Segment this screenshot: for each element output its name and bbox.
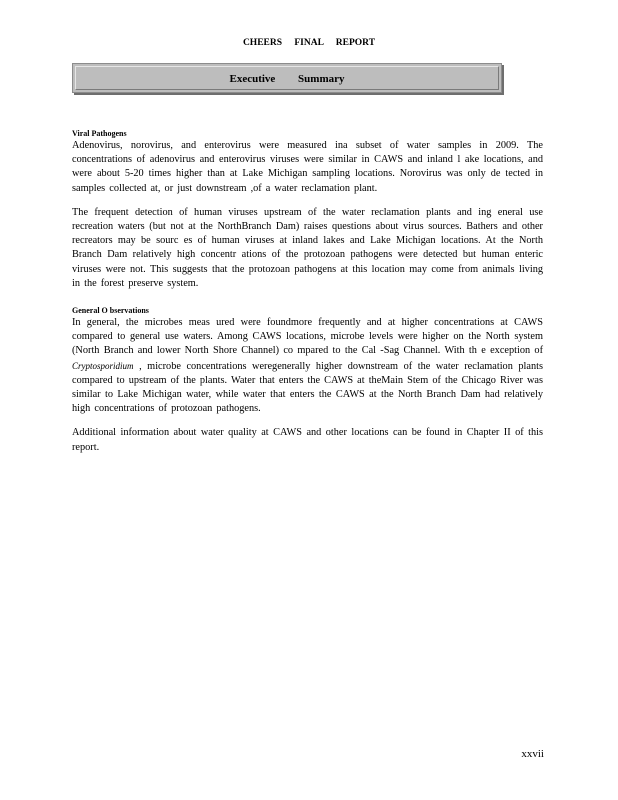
paragraph-viral-1: Adenovirus, norovirus, and enterovirus were measured ina subset of water samples in 2009. The concentrations of adenovirus and enterovirus viruses were similar in CAWS and inland l ake locations, and were about 5-20 times higher than at Lake Michigan sampling locations. Norovirus was only de tected in samples collected at, or just downstream ,of a water reclamation plant. (72, 140, 543, 194)
section-heading-general-observations: General O bservations (72, 306, 149, 316)
paragraph-viral-2: The frequent detection of human viruses upstream of the water reclamation plants and ing eneral use recreation waters (but not at the NorthBranch Dam) raises questions about virus sources. Bathers and other recreators may be sourc es of human viruses at inland lakes and Lake Michigan locations. At the North Branch Dam relatively high concentr ations of the protozoan pathogens were detected but human enteric viruses were not. This suggests that the protozoan pathogens at this location may come from animals living in the forest preserve system. (72, 206, 543, 289)
document-body (72, 128, 543, 465)
paragraph-general-1 (72, 316, 543, 416)
paragraph-general-2: Additional information about water quality at CAWS and other locations can be found in Chapter II of this report. (72, 427, 543, 453)
banner-title: Executive Summary (75, 66, 499, 90)
paragraph-general-1-part-b: , microbe concentrations weregenerally higher downstream of the water reclamation plants compared to upstream of the plants. Water that enters the CAWS at theMain Stem of the Chicago River was similar to Lake Michigan water, while water that enters the CAWS at the North Branch Dam had relatively high concentrations of protozoan pathogens. (72, 360, 543, 415)
paragraph-general-1-part-a: In general, the microbes meas ured were foundmore frequently and at higher concentrations at CAWS compared to general use waters. Among CAWS locations, microbe levels were higher on the North system (North Branch and lower North Shore Channel) co mpared to the Cal -Sag Channel. With th e exception of (72, 317, 543, 357)
italic-term-cryptosporidium: Cryptosporidium (72, 360, 134, 371)
running-header: CHEERS FINAL REPORT (242, 38, 376, 48)
page-number: xxvii (521, 748, 544, 760)
section-banner (72, 63, 502, 93)
section-heading-viral-pathogens: Viral Pathogens (72, 129, 127, 138)
